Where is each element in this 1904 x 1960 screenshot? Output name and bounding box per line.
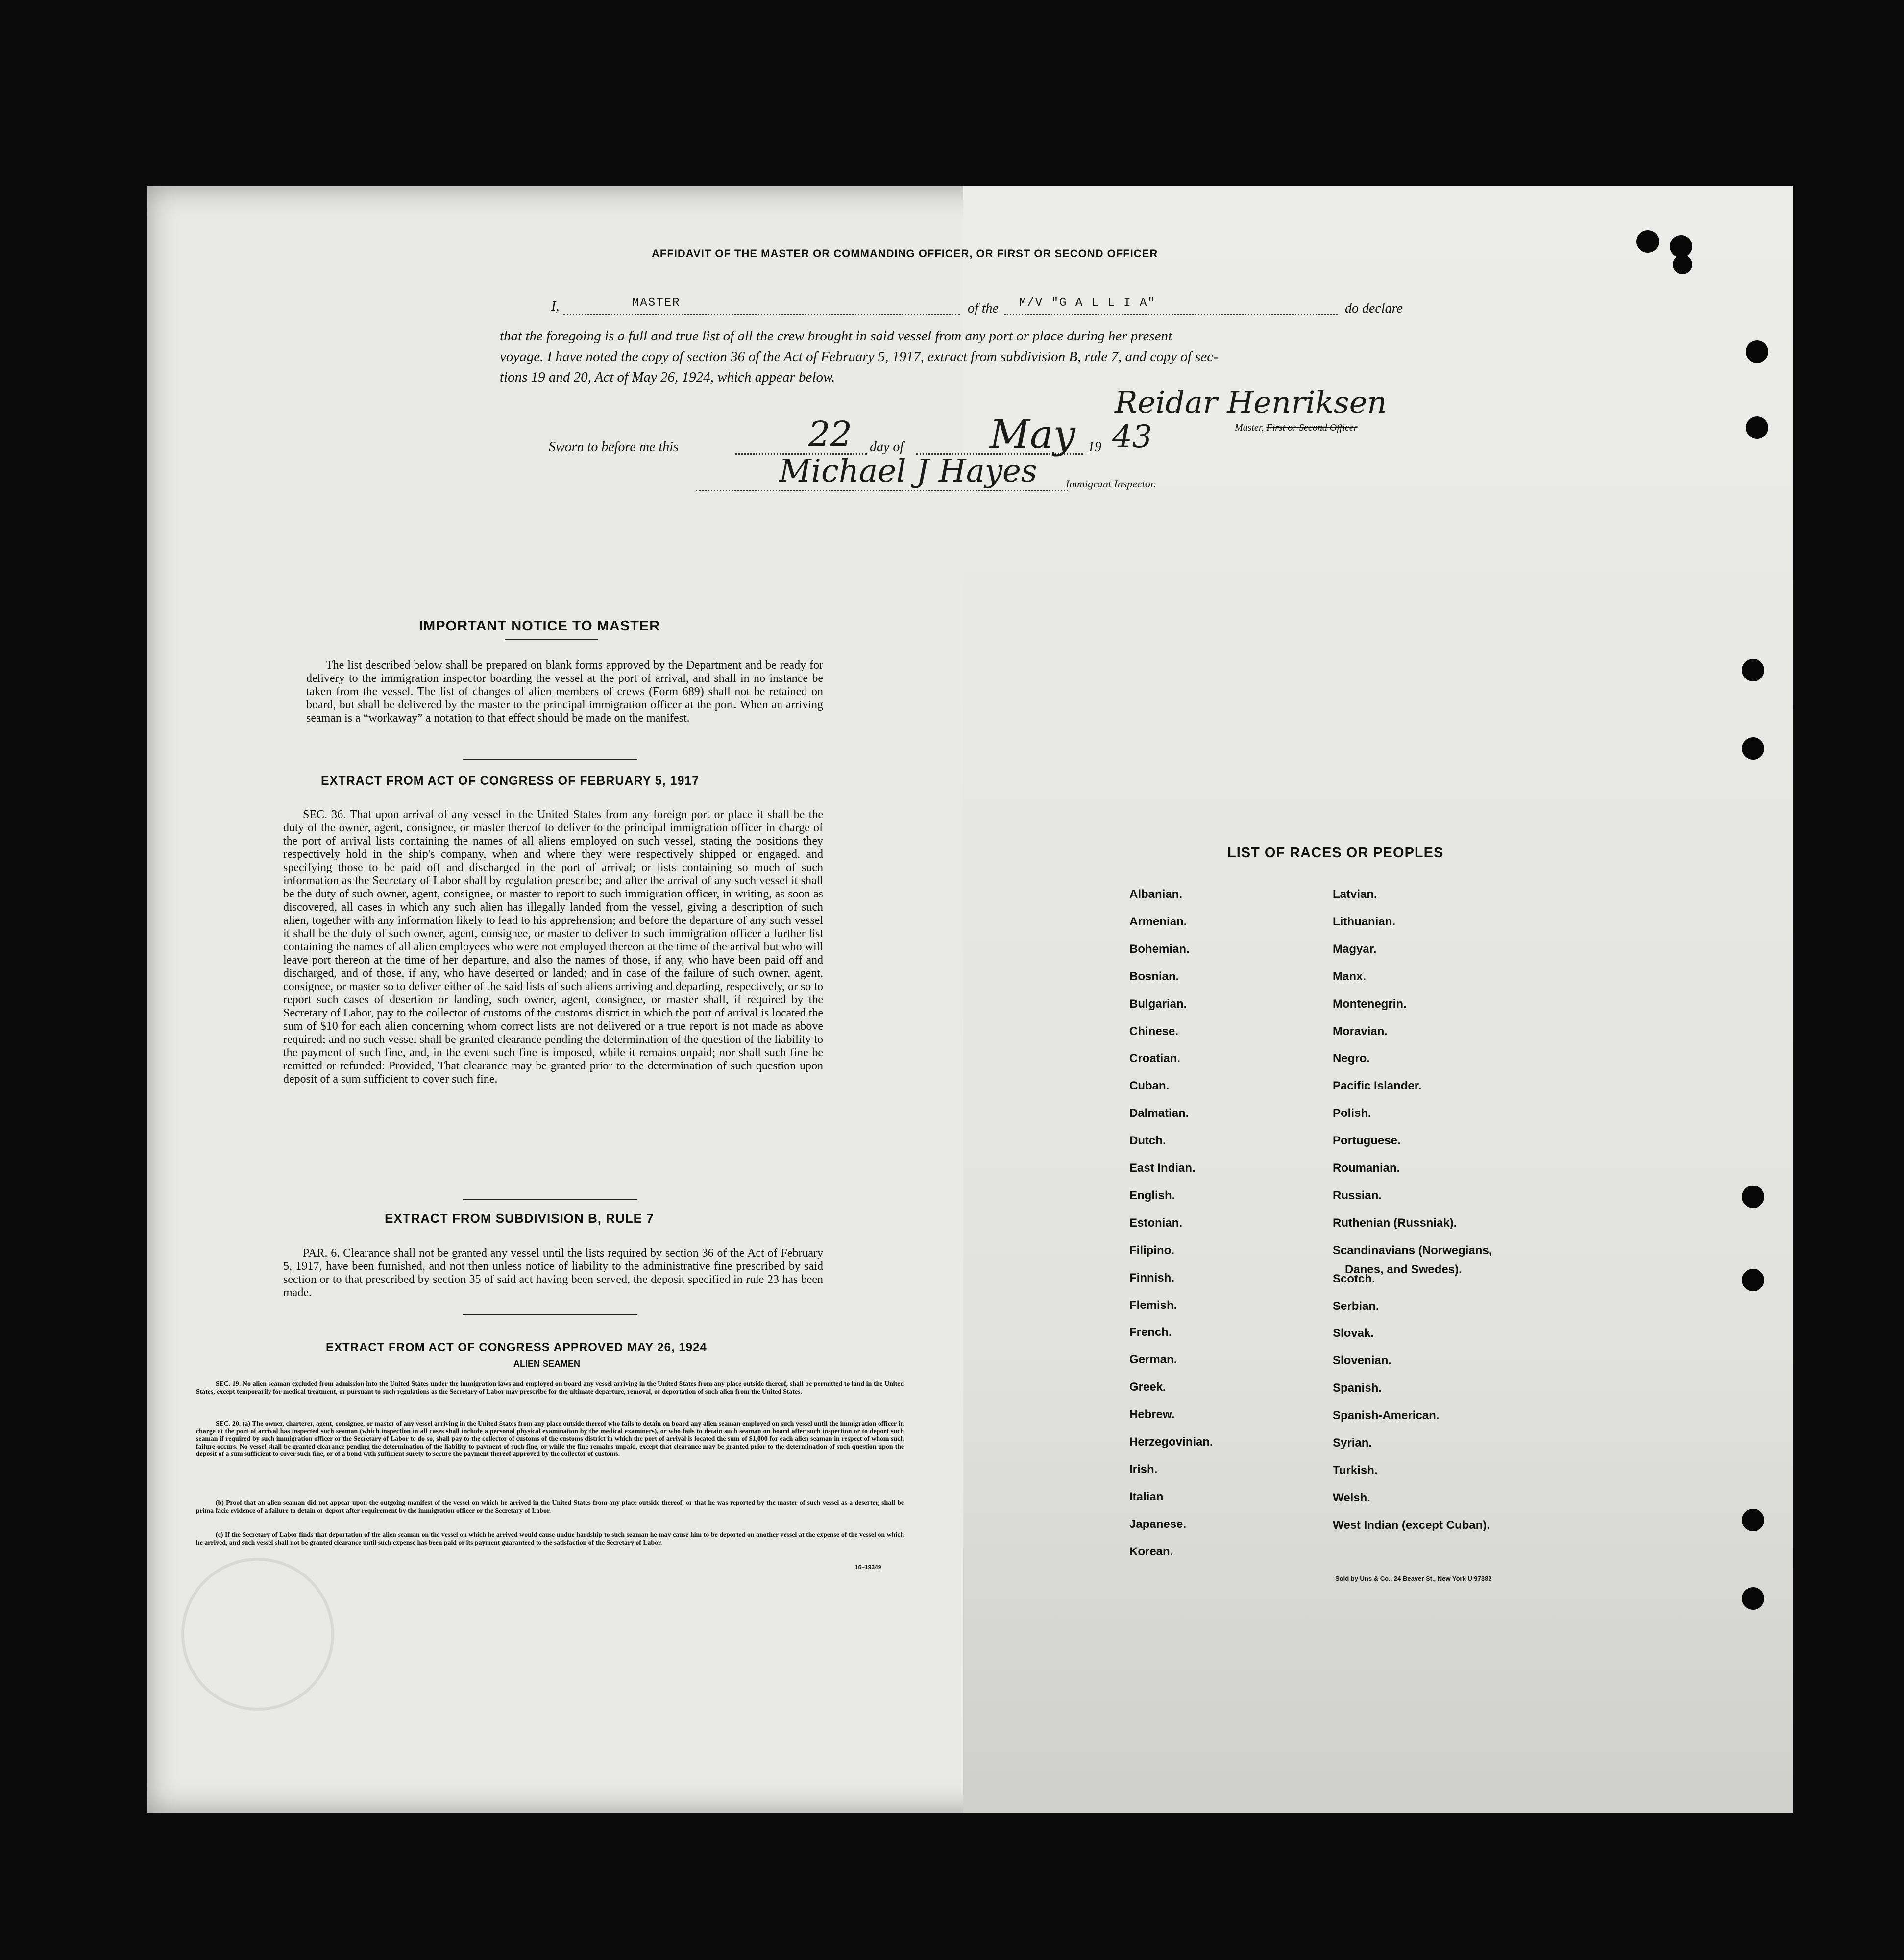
race-item: Roumanian. (1333, 1161, 1400, 1175)
races-footer: Sold by Uns & Co., 24 Beaver St., New York U 97382 (1335, 1575, 1492, 1582)
punch-hole (1742, 1269, 1764, 1291)
extract-1924-heading: EXTRACT FROM ACT OF CONGRESS APPROVED MAY 26, 1924 (326, 1341, 707, 1354)
race-item: Syrian. (1333, 1436, 1372, 1450)
name-field-value: MASTER (632, 296, 681, 310)
embossed-seal (181, 1558, 334, 1711)
punch-hole (1742, 737, 1764, 760)
punch-hole (1636, 230, 1659, 253)
race-item: Irish. (1129, 1462, 1158, 1476)
punch-hole (1742, 659, 1764, 681)
race-item: Pacific Islander. (1333, 1079, 1422, 1093)
races-right-item-continuation: Danes, and Swedes). (1345, 1263, 1462, 1276)
race-item: Scandinavians (Norwegians, (1333, 1243, 1492, 1257)
extract-1917-divider (463, 1199, 637, 1200)
master-title (1235, 422, 1358, 434)
race-item: Slovak. (1333, 1327, 1374, 1340)
day-of-label: day of (870, 439, 904, 455)
rule-7-heading: EXTRACT FROM SUBDIVISION B, RULE 7 (385, 1211, 654, 1226)
race-item: Bulgarian. (1129, 997, 1187, 1011)
race-item: Korean. (1129, 1545, 1173, 1558)
races-heading: LIST OF RACES OR PEOPLES (1227, 845, 1444, 861)
affidavit-i-label: I, (551, 299, 560, 314)
notice-heading-rule (505, 639, 598, 640)
race-item: Hebrew. (1129, 1408, 1175, 1422)
sworn-label: Sworn to before me this (549, 439, 679, 455)
declare-label: do declare (1345, 301, 1403, 316)
sworn-day-value: 22 (808, 414, 853, 454)
race-item: Spanish. (1333, 1381, 1382, 1395)
race-item: Albanian. (1129, 888, 1183, 901)
race-item: Lithuanian. (1333, 915, 1395, 928)
race-item: Manx. (1333, 969, 1367, 983)
year-suffix: 43 (1112, 419, 1152, 455)
race-item: Armenian. (1129, 915, 1187, 928)
race-item: Welsh. (1333, 1491, 1370, 1504)
affidavit-line-3: tions 19 and 20, Act of May 26, 1924, which appear below. (500, 369, 835, 385)
race-item: Latvian. (1333, 888, 1377, 901)
race-item: Turkish. (1333, 1463, 1378, 1477)
punch-hole (1742, 1587, 1764, 1610)
race-item: Flemish. (1129, 1298, 1177, 1312)
race-item: Greek. (1129, 1380, 1166, 1394)
race-item: French. (1129, 1326, 1172, 1339)
race-item: Spanish-American. (1333, 1409, 1440, 1423)
race-item: Estonian. (1129, 1216, 1183, 1230)
inspector-signature-line (696, 490, 1068, 491)
race-item: Finnish. (1129, 1271, 1174, 1284)
master-title-struck: First or Second Officer (1266, 422, 1358, 433)
sworn-month-value: May (990, 411, 1075, 457)
affidavit-line-1: that the foregoing is a full and true list of all the crew brought in said vessel from any port or place during her present (500, 328, 1172, 344)
race-item: Montenegrin. (1333, 997, 1407, 1011)
master-signature: Reidar Henriksen (1115, 385, 1387, 420)
vessel-field-line (1004, 314, 1338, 315)
rule-7-text: PAR. 6. Clearance shall not be granted any vessel until the lists required by section 36 of the Act of February 5, 1917, have been furnished, and not then unless notice of liability to the administrative fine prescribed by said section or to that prescribed by section 35 of said act having been served, the deposit specified in rule 23 has been made. (283, 1247, 823, 1299)
extract-1924-sec20b: (b) Proof that an alien seaman did not appear upon the outgoing manifest of the vessel on which he arrived in the United States from any place outside thereof, or that he was reported by the master of such vessel as a deserter, shall be prima facie evidence of a failure to detain or deport after requirement by the immigration officer or the Secretary of Labor. (196, 1499, 904, 1514)
race-item: Ruthenian (Russniak). (1333, 1216, 1457, 1230)
notice-divider (463, 759, 637, 760)
race-item: Polish. (1333, 1107, 1371, 1120)
race-item: Scotch. (1333, 1272, 1375, 1285)
race-item: Negro. (1333, 1052, 1370, 1065)
form-number: 16–19349 (855, 1564, 881, 1571)
race-item: Filipino. (1129, 1243, 1174, 1257)
race-item: Slovenian. (1333, 1354, 1392, 1368)
race-item: Moravian. (1333, 1024, 1388, 1038)
race-item: Dutch. (1129, 1134, 1166, 1148)
of-the-label: of the (968, 301, 999, 316)
notice-text: The list described below shall be prepared on blank forms approved by the Department and be ready for delivery to the immigration inspector boarding the vessel at the port of arrival, and shall in no instance be taken from the vessel. The list of changes of alien members of crews (Form 689) shall not be retained on board, but shall be delivered by the master to the principal immigration officer at the port. When an arriving seaman is a “workaway” a notation to that effect should be made on the manifest. (306, 659, 823, 725)
punch-hole (1670, 235, 1692, 258)
master-title-text: Master, (1235, 422, 1264, 433)
race-item: Cuban. (1129, 1079, 1170, 1093)
race-item: Bosnian. (1129, 969, 1179, 983)
extract-1924-sec20a: SEC. 20. (a) The owner, charterer, agent, consignee, or master of any vessel arriving in the United States from any place outside thereof who fails to detain on board any alien seaman employed on such vessel until the immigration officer in charge at the port of arrival has inspected such seaman (which inspection in all cases shall include a personal physical examination by the medical examiners), or who fails to detain such seaman on board after such inspection or to deport such seaman if required by such immigration officer or the Secretary of Labor to do so, shall pay to the collector of customs of the customs district in which the port of arrival is located the sum of $1,000 for each alien seaman in respect of whom such failure occurs. No vessel shall be granted clearance pending the determination of the liability to payment of such fine, or while the fine remains unpaid, except that clearance may be granted prior to the determination of such question upon the deposit of a sum sufficient to cover such fine, or of a bond with sufficient surety to secure the payment thereof approved by the collector of customs. (196, 1420, 904, 1457)
extract-1924-sec20c: (c) If the Secretary of Labor finds that deportation of the alien seaman on the vessel on which he arrived would cause undue hardship to such seaman he may cause him to be deported on another vessel at the expense of the vessel on which he arrived, and such vessel shall not be granted clearance until such expense has been paid or its payment guaranteed to the satisfaction of the Secretary of Labor. (196, 1531, 904, 1546)
affidavit-heading: AFFIDAVIT OF THE MASTER OR COMMANDING OFFICER, OR FIRST OR SECOND OFFICER (652, 247, 1158, 260)
race-item: German. (1129, 1353, 1177, 1367)
race-item: English. (1129, 1188, 1175, 1202)
inspector-signature: Michael J Hayes (779, 453, 1037, 489)
extract-1917-text: SEC. 36. That upon arrival of any vessel in the United States from any foreign port or place it shall be the duty of the owner, agent, consignee, or master thereof to deliver to the principal immigration officer in charge of the port of arrival lists containing the names of all aliens employed on such vessel, stating the positions they respectively hold in the ship's company, when and where they were respectively shipped or engaged, and specifying those to be paid off and discharged in the port of arrival; or lists containing so much of such information as the Secretary of Labor shall by regulation prescribe; and after the arrival of any such vessel it shall be the duty of such owner, agent, consignee, or master to report to such immigration officer, in writing, as soon as discovered, all cases in which any such alien has illegally landed from the vessel, giving a description of such alien, together with any information likely to lead to his apprehension; and before the departure of any such vessel it shall be the duty of such owner, agent, consignee, or master to deliver to such immigration officer a further list containing the names of all alien employees who were not employed thereon at the time of the arrival but who will leave port thereon at the time of her departure, and also the names of those, if any, who have been paid off and discharged, and of those, if any, who have deserted or landed; and in case of the failure of such owner, agent, consignee, or master so to deliver either of the said lists of such aliens arriving and departing, respectively, or so to report such cases of desertion or landing, such owner, agent, consignee, or master shall, if required by the Secretary of Labor, pay to the collector of customs of the customs district in which the port of arrival is located the sum of $10 for each alien concerning whom correct lists are not delivered or a true report is not made as above required; and no such vessel shall be granted clearance pending the determination of the question of the liability to the payment of such fine, and, in the event such fine is imposed, while it remains unpaid; nor shall such fine be remitted or refunded: Provided, That clearance may be granted prior to the determination of such question upon deposit of a sum sufficient to cover such fine. (283, 808, 823, 1086)
punch-hole (1673, 255, 1692, 274)
race-item: Italian (1129, 1490, 1164, 1503)
race-item: Japanese. (1129, 1517, 1187, 1531)
rule-7-divider (463, 1314, 637, 1315)
punch-hole (1746, 340, 1768, 363)
punch-hole (1742, 1509, 1764, 1531)
race-item: Serbian. (1333, 1299, 1379, 1313)
race-item: Portuguese. (1333, 1134, 1401, 1148)
race-item: Chinese. (1129, 1024, 1179, 1038)
extract-1917-heading: EXTRACT FROM ACT OF CONGRESS OF FEBRUARY 5, 1917 (321, 774, 700, 788)
race-item: Bohemian. (1129, 942, 1190, 956)
notice-heading: IMPORTANT NOTICE TO MASTER (419, 618, 660, 634)
race-item: Croatian. (1129, 1052, 1181, 1065)
race-item: Dalmatian. (1129, 1107, 1189, 1120)
vessel-field-value: M/V "G A L L I A" (1019, 296, 1156, 310)
inspector-title: Immigrant Inspector. (1066, 478, 1156, 490)
race-item: Herzegovinian. (1129, 1435, 1213, 1449)
race-item: East Indian. (1129, 1161, 1196, 1175)
affidavit-line-2: voyage. I have noted the copy of section 36 of the Act of February 5, 1917, extract from subdivision B, rule 7, and copy of sec- (500, 349, 1218, 364)
punch-hole (1742, 1186, 1764, 1208)
extract-1924-sec19: SEC. 19. No alien seaman excluded from admission into the United States under the immigration laws and employed on board any vessel arriving in the United States from any place outside thereof, shall be permitted to land in the United States, except temporarily for medical treatment, or pursuant to such regulations as the Secretary of Labor may prescribe for the ultimate departure, removal, or deportation of such alien from the United States. (196, 1380, 904, 1395)
race-item: Russian. (1333, 1188, 1382, 1202)
extract-1924-subheading: ALIEN SEAMEN (513, 1359, 581, 1369)
punch-hole (1746, 416, 1768, 439)
race-item: West Indian (except Cuban). (1333, 1518, 1490, 1532)
race-item: Magyar. (1333, 942, 1377, 956)
name-field-line (563, 314, 960, 315)
year-prefix: 19 (1088, 439, 1101, 455)
